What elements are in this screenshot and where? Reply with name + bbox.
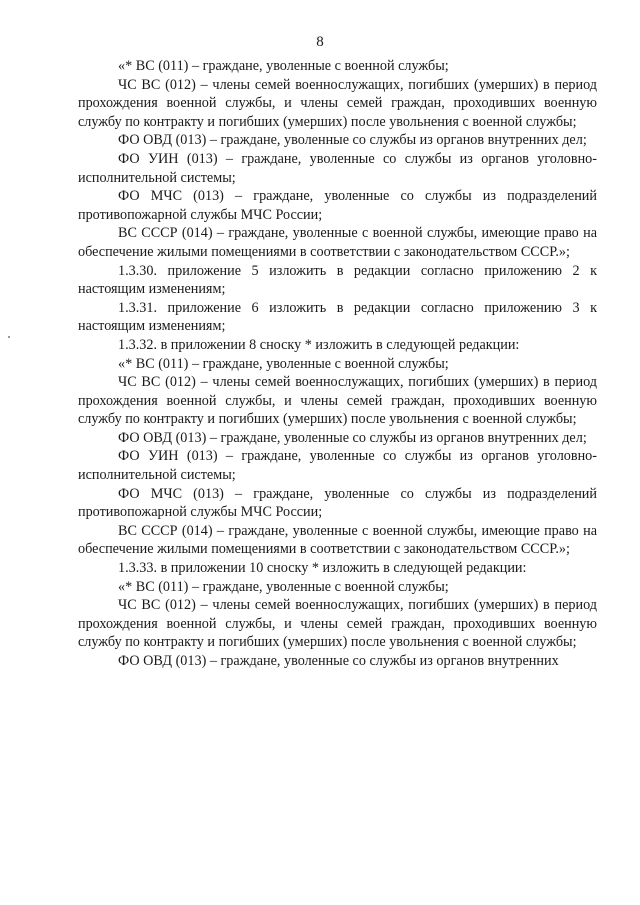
paragraph-fo-mchs-013: ФО МЧС (013) – граждане, уволенные со службы из подразделений противопожарной службы МЧС России;: [78, 188, 597, 223]
document-body: [78, 57, 597, 671]
paragraph-fo-mchs-013: ФО МЧС (013) – граждане, уволенные со службы из подразделений противопожарной службы МЧС России;: [78, 485, 597, 521]
paragraph-fo-uin-013: ФО УИН (013) – граждане, уволенные со службы из органов уголовно-исполнительной системы;: [78, 150, 597, 186]
scan-edge-mark: [8, 336, 10, 338]
paragraph-footnote-vs-011: «* ВС (011) – граждане, уволенные с военной службы;: [118, 355, 449, 372]
paragraph-item-1-3-30: 1.3.30. приложение 5 изложить в редакции согласно приложению 2 к настоящим изменениям;: [78, 262, 597, 298]
paragraph-fo-ovd-013: ФО ОВД (013) – граждане, уволенные со службы из органов внутренних дел;: [118, 429, 587, 446]
paragraph-footnote-vs-011: «* ВС (011) – граждане, уволенные с военной службы;: [118, 578, 449, 595]
paragraph-chs-vs-012: ЧС ВС (012) – члены семей военнослужащих, погибших (умерших) в период прохождения военной службы, и члены семей граждан, проходивших военную службу по контракту и погибших (умерших) после увольнения с военной службы;: [78, 597, 597, 651]
paragraph-item-1-3-31: 1.3.31. приложение 6 изложить в редакции согласно приложению 3 к настоящим изменениям;: [78, 299, 597, 335]
paragraph-item-1-3-33: 1.3.33. в приложении 10 сноску * изложить в следующей редакции:: [118, 560, 527, 577]
paragraph-vs-sssr-014: ВС СССР (014) – граждане, уволенные с военной службы, имеющие право на обеспечение жилыми помещениями в соответствии с законодательством СССР.»;: [78, 522, 597, 558]
paragraph-fo-uin-013: ФО УИН (013) – граждане, уволенные со службы из органов уголовно-исполнительной системы;: [78, 448, 597, 484]
paragraph-fo-ovd-013: ФО ОВД (013) – граждане, уволенные со службы из органов внутренних дел;: [118, 132, 587, 149]
paragraph-fo-ovd-013: ФО ОВД (013) – граждане, уволенные со службы из органов внутренних: [118, 653, 559, 669]
page-number: 8: [316, 34, 324, 50]
paragraph-chs-vs-012: ЧС ВС (012) – члены семей военнослужащих, погибших (умерших) в период прохождения военной службы, и члены семей граждан, проходивших военную службу по контракту и погибших (умерших) после увольнения с военной службы;: [78, 374, 597, 428]
paragraph-item-1-3-32: 1.3.32. в приложении 8 сноску * изложить в следующей редакции:: [118, 336, 520, 353]
paragraph-footnote-vs-011: «* ВС (011) – граждане, уволенные с военной службы;: [118, 58, 449, 74]
paragraph-vs-sssr-014: ВС СССР (014) – граждане, уволенные с военной службы, имеющие право на обеспечение жилыми помещениями в соответствии с законодательством СССР.»;: [78, 225, 597, 260]
paragraph-chs-vs-012: ЧС ВС (012) – члены семей военнослужащих, погибших (умерших) в период прохождения военной службы, и члены семей граждан, проходивших военную службу по контракту и погибших (умерших) после увольнения с военной службы;: [78, 76, 597, 130]
